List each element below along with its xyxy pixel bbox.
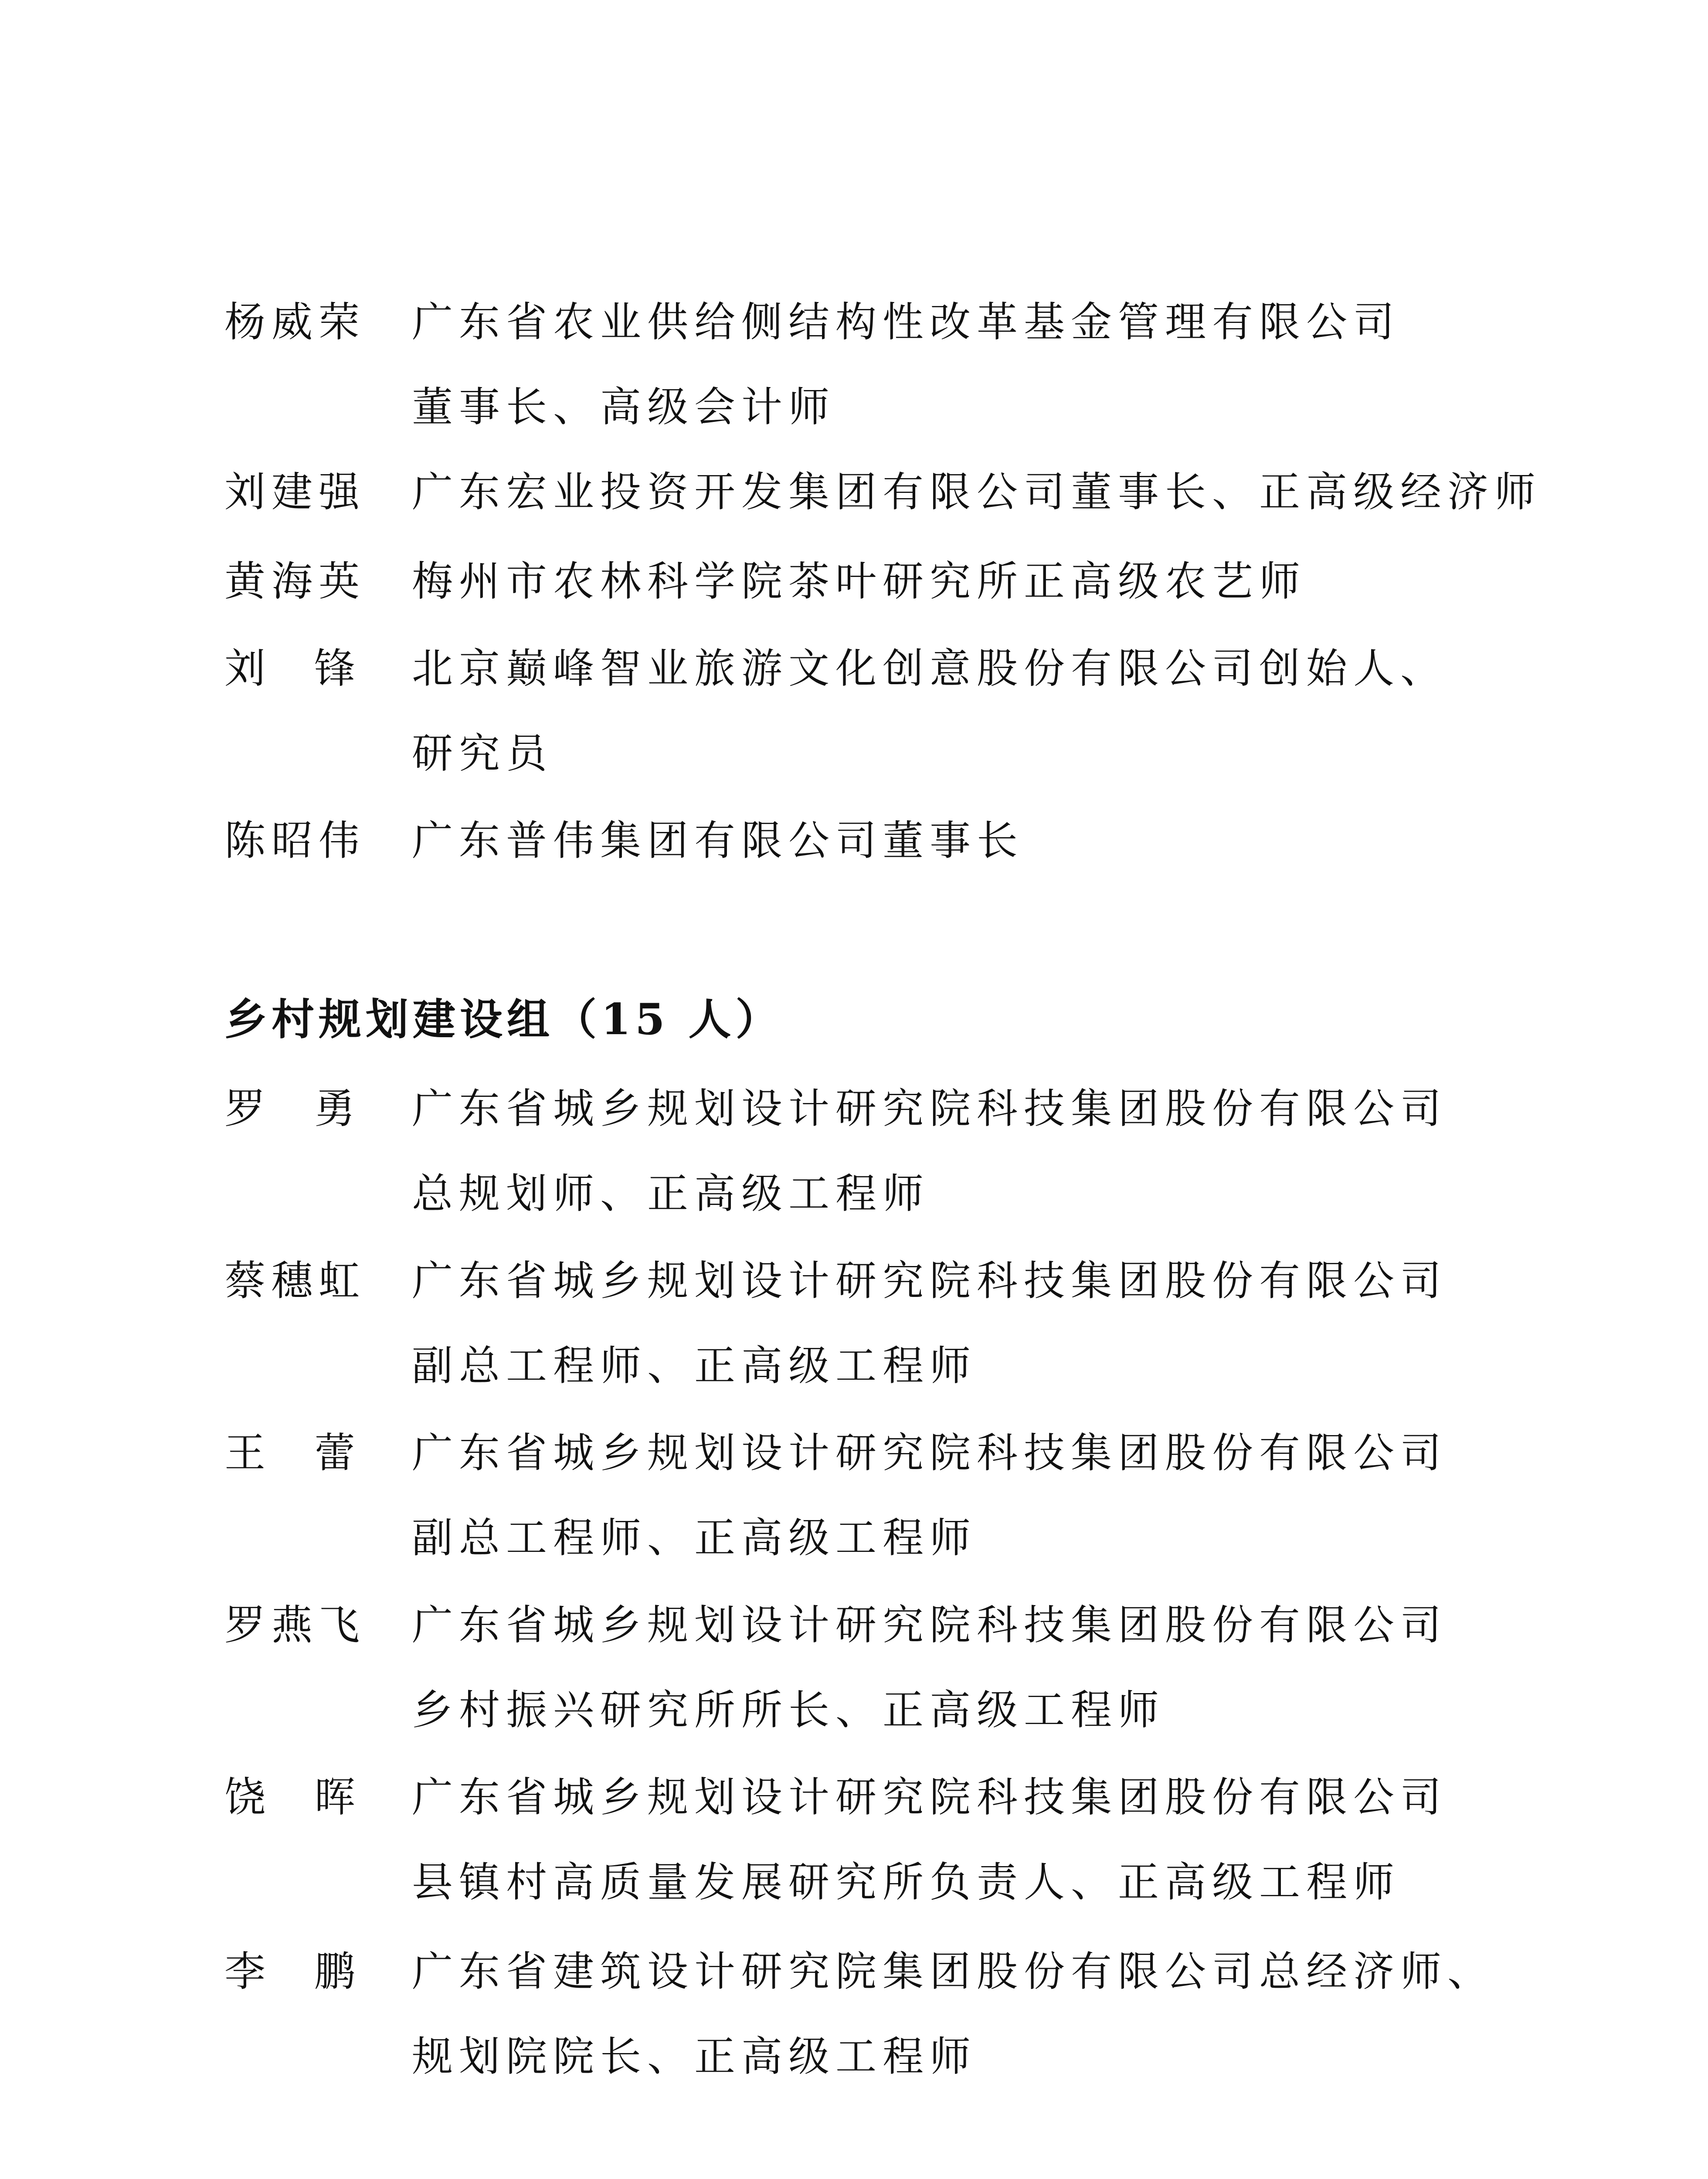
list-item-continuation xyxy=(0,1848,1708,1918)
member-affiliation: 广东普伟集团有限公司董事长 xyxy=(412,817,1024,865)
list-item xyxy=(0,1419,1708,1488)
list-item xyxy=(0,1591,1708,1660)
member-name-char: 勇 xyxy=(314,1085,355,1133)
member-name: 陈昭伟 xyxy=(224,817,366,865)
member-affiliation: 总规划师、正高级工程师 xyxy=(412,1170,930,1218)
list-item xyxy=(0,1763,1708,1833)
member-affiliation: 广东宏业投资开发集团有限公司董事长、正高级经济师 xyxy=(412,468,1542,516)
member-name-char: 蕾 xyxy=(314,1429,355,1477)
member-affiliation: 县镇村高质量发展研究所负责人、正高级工程师 xyxy=(412,1859,1401,1906)
member-affiliation: 广东省城乡规划设计研究院科技集团股份有限公司 xyxy=(412,1602,1448,1649)
member-name: 刘建强 xyxy=(224,468,366,516)
member-name: 杨威荣 xyxy=(224,299,366,346)
member-name-char: 锋 xyxy=(314,645,355,692)
member-name-char: 王 xyxy=(224,1429,266,1477)
list-item-continuation xyxy=(0,373,1708,442)
member-affiliation: 副总工程师、正高级工程师 xyxy=(412,1514,977,1562)
list-item-continuation xyxy=(0,1676,1708,1745)
member-name-char: 鹏 xyxy=(314,1948,355,1996)
list-item-continuation xyxy=(0,1159,1708,1229)
member-name-char: 刘 xyxy=(224,645,266,692)
list-item-continuation xyxy=(0,2022,1708,2092)
member-affiliation: 乡村振兴研究所所长、正高级工程师 xyxy=(412,1687,1165,1734)
list-item-continuation xyxy=(0,719,1708,789)
member-name-char: 饶 xyxy=(224,1774,266,1821)
list-item xyxy=(0,1074,1708,1144)
member-name xyxy=(224,1763,355,1833)
member-name xyxy=(224,1074,355,1144)
member-name xyxy=(224,1419,355,1488)
member-affiliation: 广东省城乡规划设计研究院科技集团股份有限公司 xyxy=(412,1085,1448,1133)
list-item xyxy=(0,806,1708,876)
member-name xyxy=(224,1937,355,2007)
member-name-char: 罗 xyxy=(224,1085,266,1133)
member-affiliation: 研究员 xyxy=(412,730,553,777)
member-affiliation: 广东省城乡规划设计研究院科技集团股份有限公司 xyxy=(412,1257,1448,1305)
list-item xyxy=(0,634,1708,704)
member-affiliation: 北京巅峰智业旅游文化创意股份有限公司创始人、 xyxy=(412,645,1448,692)
list-item xyxy=(0,1246,1708,1316)
member-name: 蔡穗虹 xyxy=(224,1257,366,1305)
member-affiliation: 广东省建筑设计研究院集团股份有限公司总经济师、 xyxy=(412,1948,1495,1996)
member-affiliation: 广东省农业供给侧结构性改革基金管理有限公司 xyxy=(412,299,1401,346)
member-affiliation: 副总工程师、正高级工程师 xyxy=(412,1342,977,1390)
member-name-char: 晖 xyxy=(314,1774,355,1821)
member-name: 罗燕飞 xyxy=(224,1602,366,1649)
member-affiliation: 梅州市农林科学院茶叶研究所正高级农艺师 xyxy=(412,558,1307,605)
member-affiliation: 广东省城乡规划设计研究院科技集团股份有限公司 xyxy=(412,1429,1448,1477)
member-affiliation: 规划院院长、正高级工程师 xyxy=(412,2033,977,2081)
list-item xyxy=(0,1937,1708,2007)
member-affiliation: 董事长、高级会计师 xyxy=(412,384,836,431)
member-affiliation: 广东省城乡规划设计研究院科技集团股份有限公司 xyxy=(412,1774,1448,1821)
member-name-char: 李 xyxy=(224,1948,266,1996)
member-name xyxy=(224,634,355,704)
section-heading: 乡村规划建设组（15 人） xyxy=(224,994,783,1045)
list-item-continuation xyxy=(0,1504,1708,1573)
list-item xyxy=(0,458,1708,527)
list-item-continuation xyxy=(0,1331,1708,1401)
list-item xyxy=(0,288,1708,357)
list-item xyxy=(0,547,1708,617)
member-name: 黄海英 xyxy=(224,558,366,605)
